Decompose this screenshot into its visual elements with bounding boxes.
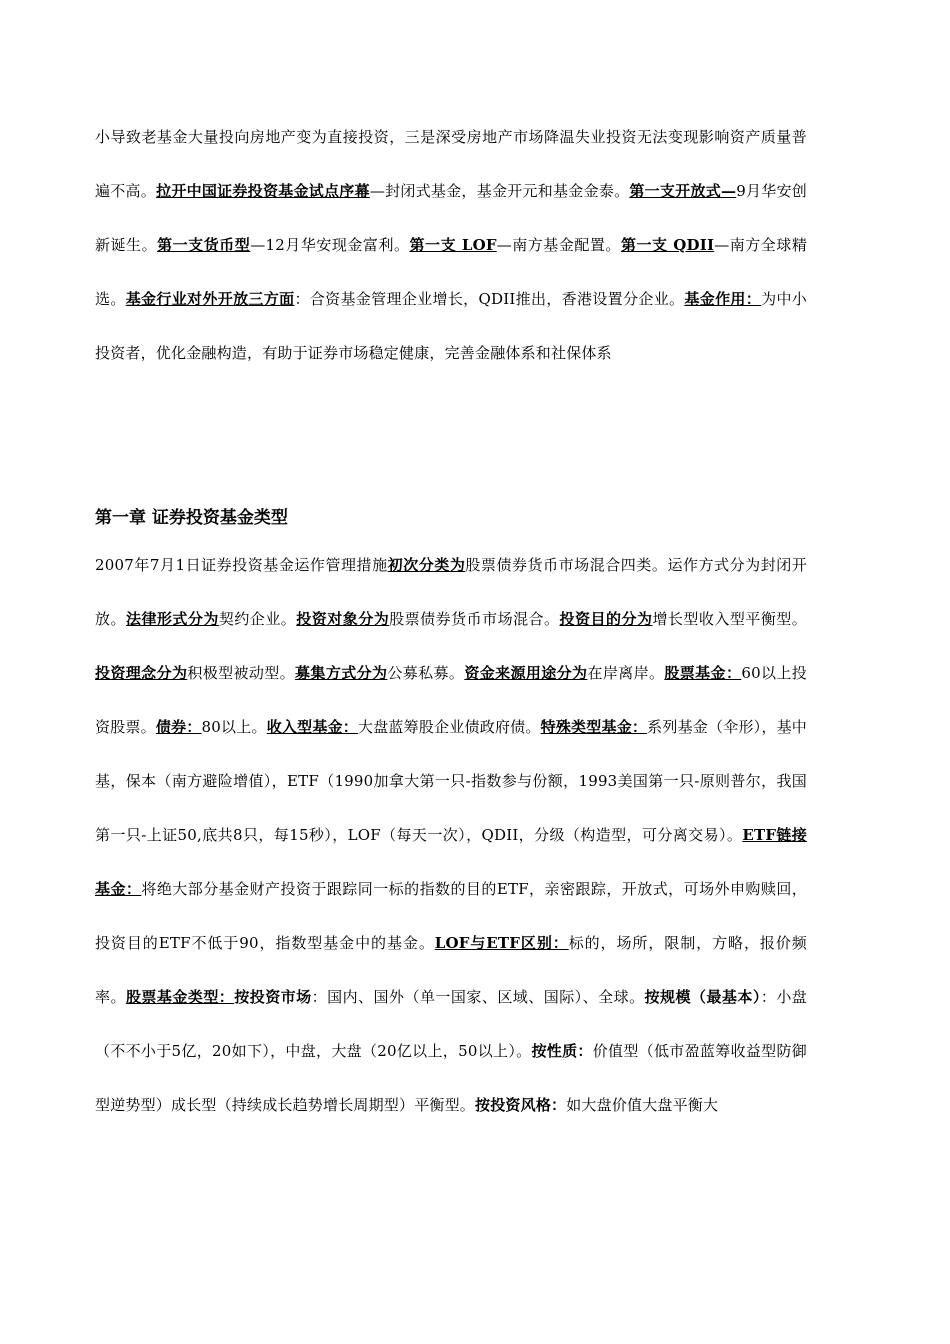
keyword-segment: 第一支货币型 [157, 236, 251, 254]
chapter-heading: 第一章 证券投资基金类型 [95, 508, 288, 528]
keyword-segment: 基金行业对外开放三方面 [125, 290, 295, 308]
text-segment: 契约企业。 [218, 610, 297, 628]
bold-segment: 按规模（最基本） [644, 988, 761, 1006]
keyword-segment: 募集方式分为 [295, 664, 388, 682]
paragraph-fund-history [95, 110, 807, 380]
text-segment: ：合资基金管理企业增长，QDII推出，香港设置分企业。 [294, 290, 685, 308]
keyword-segment: 初次分类为 [387, 556, 466, 574]
text-segment: 价值型（低市盈蓝筹收益型防御型逆势型）成长型（持续成长趋势增长周期型）平衡型。 [95, 1042, 807, 1114]
text-segment: 增长型收入型平衡型。 [652, 610, 807, 628]
text-segment: 将绝大部分基金财产投资于跟踪同一标的指数的目的ETF，亲密跟踪，开放式，可场外申购赎回，投资目的ETF不低于90，指数型基金中的基金。 [95, 880, 807, 952]
text-segment: 2007年7月1日证券投资基金运作管理措施 [95, 556, 388, 574]
text-segment: —12月华安现金富利。 [250, 236, 410, 254]
keyword-segment: 投资目的分为 [559, 610, 653, 628]
keyword-segment: 第一支 QDII [620, 236, 715, 254]
text-segment: —南方全球精选。 [95, 236, 808, 308]
paragraph-fund-types [95, 538, 807, 1132]
bold-segment: 按投资风格： [475, 1096, 567, 1114]
bold-segment: 按性质： [531, 1042, 593, 1060]
text-segment: 标的，场所，限制，方略，报价频率。 [95, 934, 807, 1006]
text-segment: ：国内、国外（单一国家、区域、国际）、全球。 [311, 988, 645, 1006]
text-segment: 小导致老基金大量投向房地产变为直接投资，三是深受房地产市场降温失业投资无法变现影响资产质量普遍不高。 [95, 128, 807, 200]
keyword-segment: 特殊类型基金： [540, 718, 648, 736]
text-segment: —南方基金配置。 [496, 236, 621, 254]
keyword-segment: 第一支开放式— [629, 182, 737, 200]
keyword-segment: 资金来源用途分为 [464, 664, 588, 682]
text-segment: 在岸离岸。 [587, 664, 665, 682]
keyword-segment: ETF链接基金： [95, 826, 807, 898]
keyword-segment: 基金作用： [684, 290, 762, 308]
text-segment: 60以上投资股票。 [95, 664, 807, 736]
text-segment: —封闭式基金，基金开元和基金金泰。 [369, 182, 630, 200]
keyword-segment: 投资理念分为 [95, 664, 188, 682]
bold-segment: 按投资市场 [234, 988, 312, 1006]
keyword-segment: 第一支 LOF [409, 236, 497, 254]
keyword-segment: 投资对象分为 [296, 610, 390, 628]
text-segment: 大盘蓝筹股企业债政府债。 [358, 718, 541, 736]
keyword-segment: 法律形式分为 [125, 610, 219, 628]
text-segment: 公募私募。 [387, 664, 465, 682]
text-segment: ：小盘（不不小于5亿，20如下），中盘，大盘（20亿以上，50以上）。 [95, 988, 807, 1060]
keyword-segment: LOF与ETF区别： [434, 934, 569, 952]
text-segment: 股票债券货币市场混合。 [389, 610, 560, 628]
keyword-segment: 股票基金： [664, 664, 742, 682]
text-segment: 80以上。 [201, 718, 267, 736]
keyword-segment: 股票基金类型： [125, 988, 235, 1006]
text-segment: 股票债券货币市场混合四类。运作方式分为封闭开放。 [95, 556, 807, 628]
text-segment: 如大盘价值大盘平衡大 [566, 1096, 719, 1114]
text-segment: 为中小投资者，优化金融构造，有助于证券市场稳定健康，完善金融体系和社保体系 [95, 290, 807, 362]
text-segment: 积极型被动型。 [187, 664, 296, 682]
keyword-segment: 拉开中国证券投资基金试点序幕 [156, 182, 370, 200]
text-segment: 系列基金（伞形），基中基，保本（南方避险增值），ETF（1990加拿大第一只-指数参与份额，1993美国第一只-原则普尔，我国第一只-上证50,底共8只，每15秒），LOF（每天一次），QDII，分级（构造型，可分离交易）。 [95, 718, 808, 844]
keyword-segment: 收入型基金： [266, 718, 358, 736]
keyword-segment: 债券： [155, 718, 202, 736]
text-segment: 9月华安创新诞生。 [95, 182, 807, 254]
